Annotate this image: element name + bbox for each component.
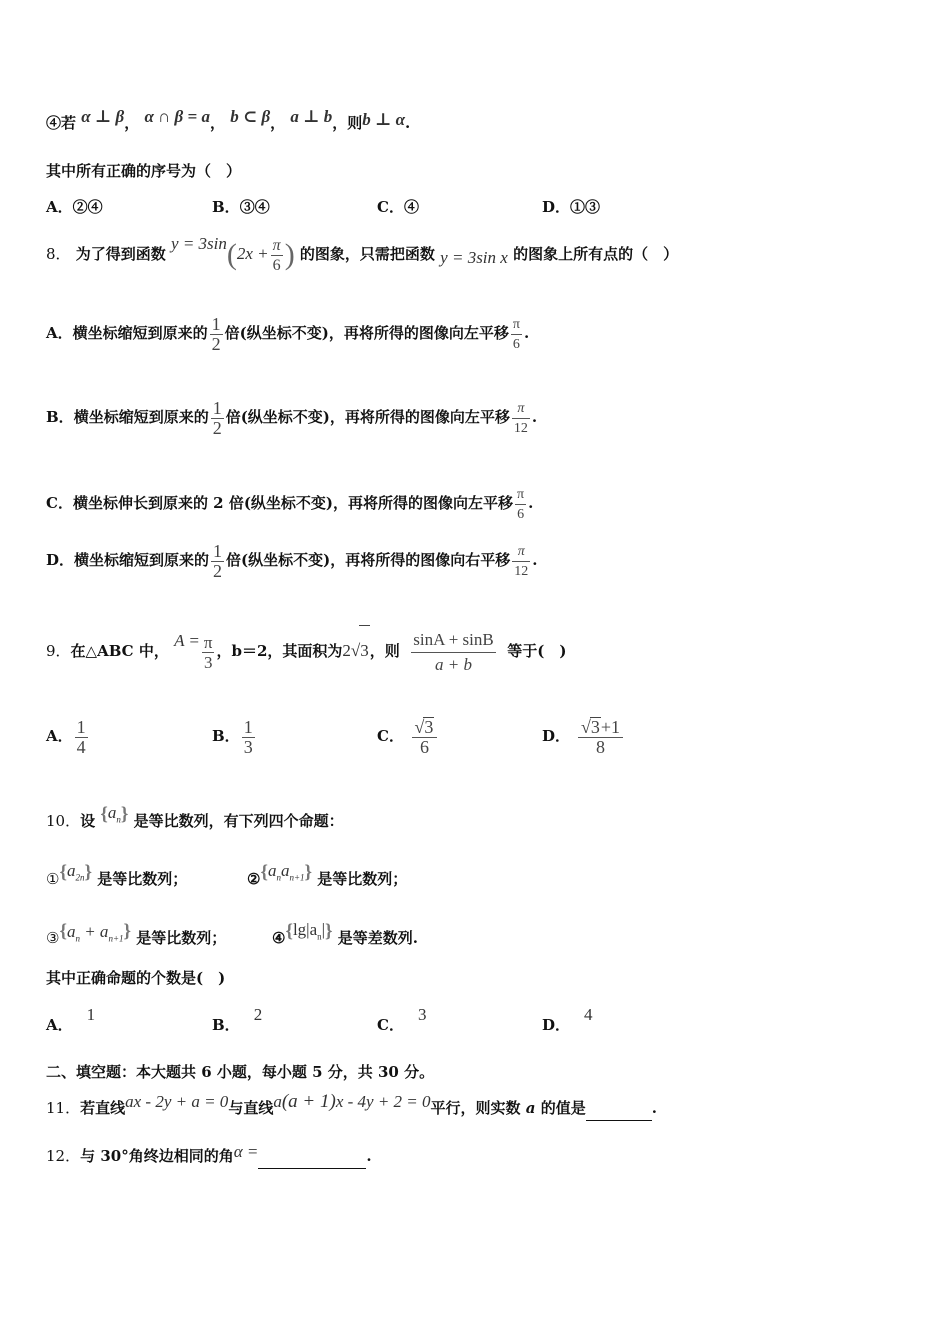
q7-item4-math4: a ⊥ b: [290, 107, 333, 126]
brace-right: }: [84, 862, 92, 883]
frac-num: π: [517, 486, 525, 502]
q11-number: 11．: [46, 1099, 81, 1117]
q12-number: 12．: [46, 1147, 81, 1165]
option-text: ①③: [570, 198, 601, 216]
q9-ratio: [411, 628, 496, 677]
frac-shift: [512, 542, 530, 581]
q10-text2: 是等比数列，有下列四个命题：: [133, 812, 344, 830]
option-value: 4: [584, 1005, 593, 1024]
frac-num: π: [272, 236, 281, 254]
frac-den: 2: [211, 333, 221, 354]
frac-den: 6: [515, 504, 526, 524]
q7-stem: 其中所有正确的序号为（ ）: [46, 162, 242, 180]
q9-b-eq: ，b＝2，其面积为: [216, 642, 343, 660]
comma: ，: [209, 114, 225, 132]
frac-num: 1: [212, 397, 222, 418]
option-label: D．: [542, 198, 571, 216]
frac-den: a + b: [411, 652, 496, 677]
radicand: 3: [424, 717, 434, 737]
line2-paren: (a + 1): [281, 1091, 336, 1112]
option-value: 3: [417, 1005, 427, 1024]
q11-text3: 平行，则实数: [430, 1099, 521, 1117]
q7-item4-math3: b ⊂ β: [230, 107, 271, 126]
math-lg: lg|a: [292, 920, 318, 939]
frac-scale: [210, 315, 223, 354]
q12-answer-blank[interactable]: [258, 1152, 366, 1169]
q10-option-b: [212, 1005, 263, 1035]
q8-option-b: [46, 397, 537, 438]
q11-line1: ax - 2y + a = 0: [125, 1092, 229, 1111]
prop-text: 是等差数列.: [337, 929, 418, 947]
q7-item4-math5: b ⊥ α: [362, 110, 405, 129]
option-text: 横坐标缩短到原来的: [72, 324, 208, 342]
math-sub2: n+1: [108, 933, 124, 944]
brace-right: }: [304, 862, 313, 883]
option-text: ③④: [239, 198, 270, 216]
section-heading: 二、填空题：本大题共 6 小题，每小题 5 分，共 30 分。: [46, 1063, 435, 1081]
seq-sub: n: [116, 814, 121, 825]
option-label: C．: [377, 198, 404, 216]
math-sub: n: [276, 872, 281, 883]
option-label: D．: [46, 551, 75, 569]
q11-stem: [46, 1091, 657, 1121]
frac-num: 1: [243, 716, 253, 737]
q10-option-c: [377, 1005, 427, 1035]
area-coef: 2: [342, 641, 351, 660]
option-value: 2: [253, 1005, 263, 1024]
q9-option-d: [542, 712, 625, 760]
frac-num: √3+1: [580, 717, 621, 737]
prop-text: 是等比数列；: [317, 870, 408, 888]
q11-end: .: [651, 1099, 657, 1117]
comma: ，: [124, 114, 140, 132]
q9-option-a: [46, 712, 90, 760]
paren-left: (: [226, 238, 237, 271]
prop-mark: ①: [46, 870, 60, 888]
q10-option-a: [46, 1005, 96, 1035]
q7-option-c: [377, 196, 419, 217]
q8-option-c: [46, 483, 533, 524]
period: .: [531, 408, 538, 426]
q8-function1: [171, 234, 227, 253]
frac-num: π: [512, 316, 520, 332]
q8-stem: [46, 234, 678, 275]
q7-item4-then: ，则: [332, 114, 363, 132]
option-text2: 倍(纵坐标不变)，再将所得的图像向左平移: [225, 408, 510, 426]
brace-right: }: [123, 921, 132, 942]
frac-den: 2: [212, 417, 222, 438]
q7-option-b: [212, 196, 270, 217]
line2-a: a: [273, 1092, 282, 1111]
prop-mark: ③: [46, 929, 60, 947]
q10-prop4: [272, 917, 418, 959]
brace-left: {: [100, 804, 108, 825]
brace-left: {: [59, 862, 67, 883]
prop-math: [66, 861, 85, 883]
q11-text4: 的值是: [540, 1099, 586, 1117]
q7-item4-prefix: ④若: [46, 114, 77, 132]
q10-prop1: [46, 858, 187, 900]
frac-scale: [211, 542, 224, 581]
period: .: [523, 324, 530, 342]
option-text: 横坐标伸长到原来的 2 倍(纵坐标不变)，再将所得的图像向左平移: [72, 494, 514, 512]
q7-item4-math2: α ∩ β = a: [144, 107, 210, 126]
option-frac: [242, 718, 255, 757]
frac-den: 4: [76, 736, 86, 757]
paren-right: ): [284, 238, 295, 271]
comma: ，: [270, 114, 286, 132]
q8-option-d: [46, 540, 537, 581]
pi-over-6: [271, 236, 283, 275]
q9-A-eq: A =: [174, 631, 200, 650]
option-label: D．: [542, 727, 571, 745]
q10-number: 10．: [46, 812, 81, 830]
q12-text1: 与 30°角终边相同的角: [80, 1147, 234, 1165]
q8-text2: 的图象，只需把函数: [299, 245, 435, 263]
f1-pre: y = 3sin: [171, 234, 227, 253]
option-text: 横坐标缩短到原来的: [74, 551, 210, 569]
math-sub2: n+1: [289, 872, 305, 883]
seq-a: a: [107, 803, 117, 822]
brace-left: {: [260, 862, 268, 883]
frac-scale: [211, 399, 224, 438]
frac-num: π: [203, 632, 213, 652]
line2-rest: x - 4y + 2 = 0: [335, 1092, 431, 1111]
frac-den: 12: [512, 561, 530, 581]
frac-den: 12: [512, 418, 530, 438]
q7-option-a: [46, 196, 103, 217]
q10-option-d: [542, 1005, 593, 1035]
math-a: a: [66, 922, 76, 941]
math-sub: n: [75, 933, 80, 944]
q7-item4: [46, 107, 411, 133]
prop-math: [292, 920, 326, 942]
q8-option-a: [46, 313, 529, 354]
q11-text1: 若直线: [80, 1099, 126, 1117]
area-radicand: 3: [359, 625, 370, 676]
option-label: A．: [46, 198, 73, 216]
frac-den: 6: [511, 334, 522, 354]
option-frac: [412, 717, 437, 757]
option-label: B．: [46, 408, 74, 426]
num-tail: +1: [600, 717, 621, 737]
math-abs-close: |: [321, 920, 326, 939]
q7-item4-math1: α ⊥ β: [81, 107, 125, 126]
q10-stem: [46, 800, 344, 842]
frac-shift: [515, 485, 526, 524]
q8-text3: 的图象上所有点的（ ）: [513, 245, 679, 263]
frac-num: π: [517, 543, 525, 559]
q11-text2: 与直线: [228, 1099, 274, 1117]
prop-mark: ④: [272, 929, 286, 947]
brace-right: }: [325, 921, 333, 942]
frac-num: √3: [414, 717, 434, 737]
option-label: C．: [46, 494, 73, 512]
frac-num: 1: [213, 540, 223, 561]
q7-option-d: [542, 196, 600, 217]
q10-question: 其中正确命题的个数是( ): [46, 969, 226, 987]
f1-inner: 2x +: [236, 244, 269, 263]
q11-answer-blank[interactable]: [586, 1104, 652, 1121]
frac-shift: [512, 399, 530, 438]
prop-text: 是等比数列；: [136, 929, 227, 947]
option-label: B．: [212, 198, 240, 216]
option-label: C．: [377, 727, 404, 745]
q8-function2: y = 3sin x: [440, 248, 508, 267]
period: .: [532, 551, 538, 569]
frac-den: 6: [412, 737, 437, 757]
frac-den: 2: [213, 560, 223, 581]
option-text: ④: [403, 198, 419, 216]
q9-text3: 等于( ): [507, 642, 567, 660]
prop-mark: ②: [247, 870, 261, 888]
option-label: A．: [46, 727, 73, 745]
math-a: a: [66, 861, 76, 880]
brace-right: }: [120, 804, 129, 825]
q9-option-b: [212, 712, 257, 760]
q9-text1: 在△ABC 中，: [70, 642, 169, 660]
prop-text: 是等比数列；: [97, 870, 188, 888]
math-a: a: [267, 861, 277, 880]
frac-den: 8: [578, 737, 623, 757]
q9-text2: ，则: [369, 642, 400, 660]
option-label: B．: [212, 1016, 240, 1034]
option-frac: [75, 718, 88, 757]
frac-num: sinA + sinB: [413, 629, 494, 649]
q9-pi-over-3: [202, 633, 215, 672]
frac-den: 6: [272, 256, 281, 274]
math-plus: + a: [84, 922, 109, 941]
frac-shift: [511, 315, 522, 354]
q10-prop3: [46, 917, 226, 959]
option-label: A．: [46, 324, 73, 342]
option-frac: [578, 717, 623, 757]
q12-end: .: [366, 1147, 372, 1165]
q9-option-c: [377, 712, 439, 760]
option-text: ②④: [72, 198, 103, 216]
q8-number: 8．: [46, 245, 71, 263]
math-a2: a: [280, 861, 290, 880]
math-sub: 2n: [75, 872, 85, 883]
frac-den: 3: [203, 652, 213, 672]
math-sub: n: [317, 931, 322, 942]
option-label: A．: [46, 1016, 73, 1034]
period: .: [528, 494, 534, 512]
brace-left: {: [285, 921, 293, 942]
prop-math: [267, 861, 305, 883]
q12-stem: [46, 1143, 372, 1169]
q9-number: 9．: [46, 642, 71, 660]
option-text2: 倍(纵坐标不变)，再将所得的图像向右平移: [226, 551, 511, 569]
frac-den: 3: [243, 736, 253, 757]
q11-var: a: [525, 1099, 536, 1117]
option-text2: 倍(纵坐标不变)，再将所得的图像向左平移: [224, 324, 509, 342]
option-label: C．: [377, 1016, 404, 1034]
q10-text1: 设: [80, 812, 96, 830]
q12-math: α =: [233, 1142, 259, 1161]
option-label: B．: [212, 727, 240, 745]
period: .: [405, 114, 411, 132]
q9-stem: [46, 625, 566, 677]
brace-left: {: [59, 921, 67, 942]
frac-num: 1: [76, 716, 86, 737]
frac-num: 1: [211, 313, 221, 334]
option-text: 横坐标缩短到原来的: [73, 408, 209, 426]
q10-seq: [107, 803, 121, 825]
radicand: 3: [590, 717, 600, 737]
q10-prop2: [247, 858, 407, 900]
prop-math: [66, 922, 124, 944]
q9-area: 2√3: [342, 641, 369, 660]
frac-num: π: [517, 400, 525, 416]
option-label: D．: [542, 1016, 571, 1034]
q11-line2: [273, 1092, 430, 1111]
option-value: 1: [86, 1005, 96, 1024]
q8-text1: 为了得到函数: [75, 245, 166, 263]
